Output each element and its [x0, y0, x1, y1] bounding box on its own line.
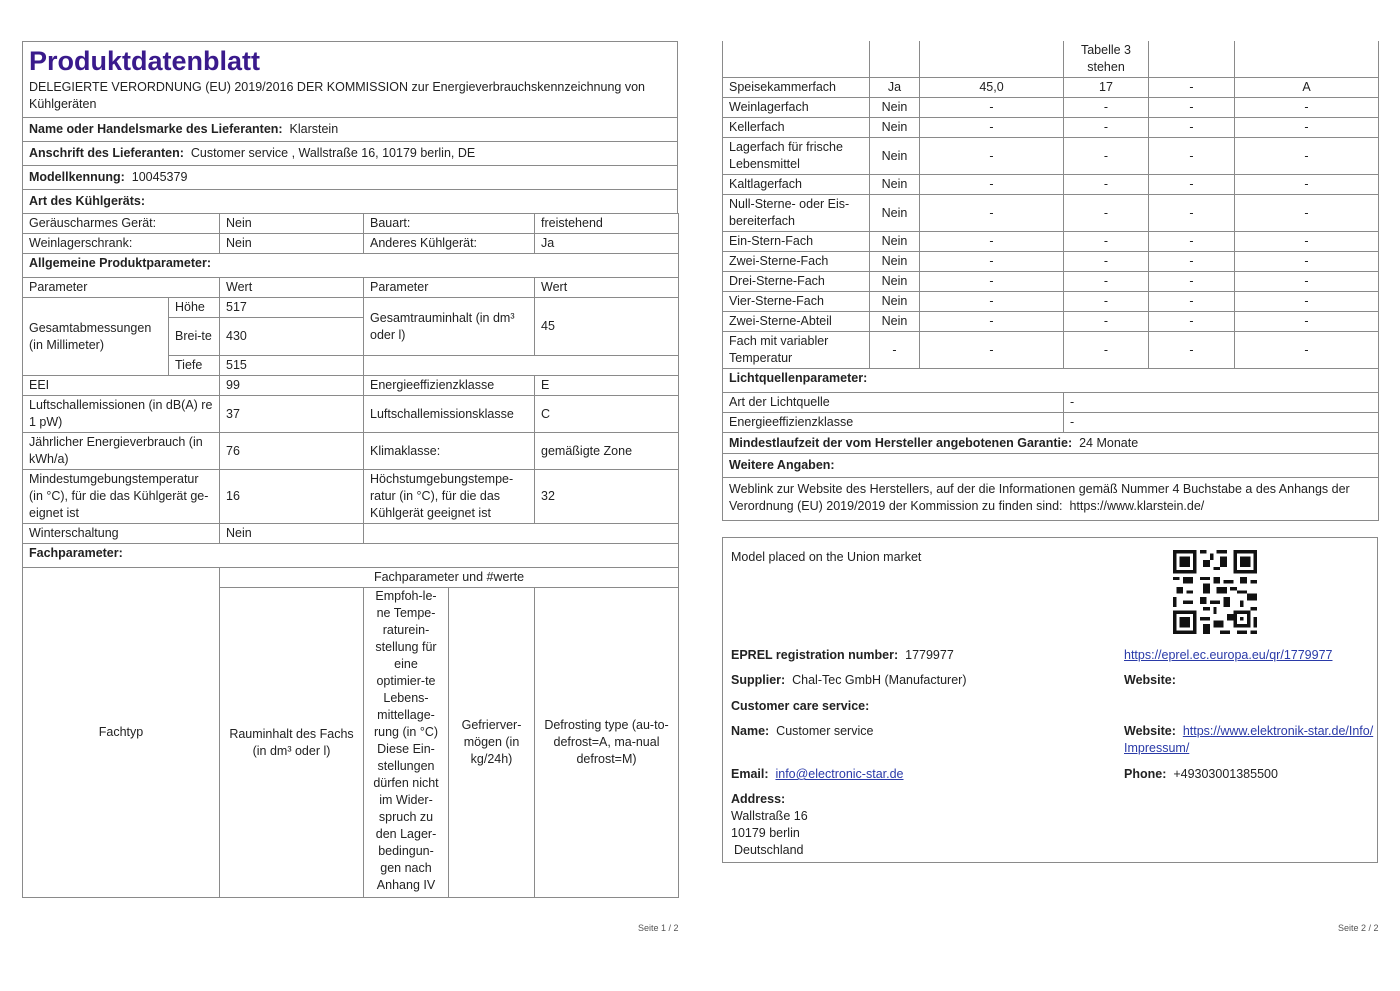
more-text: Weblink zur Website des Herstellers, auf der die Informationen gemäß Nummer 4 Buchstabe a des Anhangs der Verordnung (EU) 2019/2019 der Kommission zu finden sind: — [729, 482, 1350, 513]
eclass-label: Energieeffizienzklasse — [364, 376, 535, 396]
compartment-row — [723, 138, 1379, 175]
page-2 — [722, 41, 1378, 521]
dims-label: Gesamtabmessungen (in Millimeter) — [23, 298, 169, 376]
compartment-defrost: - — [1235, 118, 1379, 138]
noise-value: 37 — [220, 396, 364, 433]
compartment-present: Ja — [870, 78, 920, 98]
params-table — [22, 213, 679, 568]
page-number-2: Seite 2 / 2 — [1338, 923, 1379, 933]
low-noise-value: Nein — [220, 214, 364, 234]
eei-label: EEI — [23, 376, 220, 396]
compartment-temp: - — [1064, 118, 1149, 138]
climate-value: gemäßigte Zone — [535, 433, 679, 470]
compartment-volume: - — [920, 272, 1064, 292]
eprel-reg-value: 1779977 — [905, 648, 954, 662]
compartment-name: Ein-Stern-Fach — [723, 232, 870, 252]
temp-recommendation-header: Empfoh-le-ne Tempe-raturein-stellung für eine optimier-te Lebens-mittellage-rung (in °C) — [373, 589, 439, 739]
eprel-box — [722, 537, 1378, 863]
type-heading: Art des Kühlgeräts: — [23, 190, 678, 214]
compartment-name: Speisekammerfach — [723, 78, 870, 98]
regulation-subtitle: DELEGIERTE VERORDNUNG (EU) 2019/2016 DER KOMMISSION zur Energieverbrauchskennzeichnung von Kühlgeräten — [23, 78, 678, 118]
light-type-label: Art der Lichtquelle — [723, 393, 1064, 413]
compartment-defrost: - — [1235, 272, 1379, 292]
col-param-2: Parameter — [364, 278, 535, 298]
eprel-reg-label: EPREL registration number: — [731, 648, 899, 662]
col-value-2: Wert — [535, 278, 679, 298]
compartment-present: Nein — [870, 272, 920, 292]
compartment-present: Nein — [870, 292, 920, 312]
compartment-freeze: - — [1149, 272, 1235, 292]
design-value: freistehend — [535, 214, 679, 234]
care-email-label: Email: — [731, 767, 769, 781]
page-1 — [22, 41, 678, 898]
low-noise-label: Geräuscharmes Gerät: — [23, 214, 220, 234]
compartment-freeze: - — [1149, 175, 1235, 195]
compartment-freeze: - — [1149, 252, 1235, 272]
compartment-present: Nein — [870, 175, 920, 195]
more-heading: Weitere Angaben: — [723, 454, 1379, 478]
volume-label: Gesamtrauminhalt (in dm³ oder l) — [364, 298, 535, 356]
max-temp-label: Höchstumgebungstempe-ratur (in °C), für die das Kühlgerät geeignet ist — [364, 470, 535, 524]
care-email-link[interactable]: info@electronic-star.de — [775, 767, 904, 781]
compartment-heading: Fachparameter: — [23, 544, 679, 568]
compartment-row — [723, 332, 1379, 369]
compartment-defrost: - — [1235, 332, 1379, 369]
compartment-temp: - — [1064, 98, 1149, 118]
winter-value: Nein — [220, 524, 364, 544]
depth-value: 515 — [220, 356, 364, 376]
light-heading: Lichtquellenparameter: — [723, 369, 1379, 393]
compartment-present: Nein — [870, 232, 920, 252]
compartment-name: Fach mit variabler Temperatur — [723, 332, 870, 369]
compartment-defrost: - — [1235, 175, 1379, 195]
compartment-name: Kellerfach — [723, 118, 870, 138]
compartment-temp: - — [1064, 252, 1149, 272]
warranty-value: 24 Monate — [1079, 435, 1139, 450]
care-name-value: Customer service — [776, 724, 874, 738]
freeze-capacity-header: Gefrierver-mögen (in kg/24h) — [449, 588, 535, 898]
height-label: Höhe — [169, 298, 220, 318]
compartment-freeze: - — [1149, 232, 1235, 252]
noise-class-label: Luftschallemissionsklasse — [364, 396, 535, 433]
compartment-freeze: - — [1149, 138, 1235, 175]
address-value: Customer service , Wallstraße 16, 10179 berlin, DE — [190, 146, 476, 160]
compartment-freeze: - — [1149, 118, 1235, 138]
compartment-defrost: - — [1235, 138, 1379, 175]
fachtyp-header: Fachtyp — [23, 568, 220, 898]
compartment-volume: - — [920, 195, 1064, 232]
manufacturer-url[interactable]: https://www.klarstein.de/ — [1069, 499, 1205, 513]
compartment-defrost: - — [1235, 312, 1379, 332]
compartment-volume: - — [920, 138, 1064, 175]
compartment-temp: - — [1064, 312, 1149, 332]
supplier-value: Klarstein — [289, 122, 339, 136]
other-value: Ja — [535, 234, 679, 254]
page-title: Produktdatenblatt — [29, 46, 261, 76]
col-param: Parameter — [23, 278, 220, 298]
depth-label: Tiefe — [169, 356, 220, 376]
compartment-row — [723, 118, 1379, 138]
noise-class-value: C — [535, 396, 679, 433]
compartment-freeze: - — [1149, 98, 1235, 118]
light-class-label: Energieeffizienzklasse — [723, 413, 1064, 433]
noise-label: Luftschallemissionen (in dB(A) re 1 pW) — [23, 396, 220, 433]
customer-care-heading: Customer care service: — [731, 699, 870, 713]
compartment-present: Nein — [870, 98, 920, 118]
compartment-name: Lagerfach für frische Lebensmittel — [723, 138, 870, 175]
wine-label: Weinlagerschrank: — [23, 234, 220, 254]
width-value: 430 — [220, 318, 364, 356]
compartment-freeze: - — [1149, 332, 1235, 369]
compartment-defrost: - — [1235, 252, 1379, 272]
light-table — [722, 368, 1379, 521]
compartment-volume: - — [920, 292, 1064, 312]
design-label: Bauart: — [364, 214, 535, 234]
compartment-params-heading: Fachparameter und #werte — [220, 568, 679, 588]
page-number-1: Seite 1 / 2 — [638, 923, 679, 933]
compartment-name: Null-Sterne- oder Eis-bereiterfach — [723, 195, 870, 232]
compartment-temp: - — [1064, 232, 1149, 252]
max-temp-value: 32 — [535, 470, 679, 524]
compartment-present: Nein — [870, 195, 920, 232]
compartment-row — [723, 272, 1379, 292]
col-value: Wert — [220, 278, 364, 298]
compartment-name: Vier-Sterne-Fach — [723, 292, 870, 312]
compartment-name: Drei-Sterne-Fach — [723, 272, 870, 292]
compartment-temp: - — [1064, 175, 1149, 195]
energy-label: Jährlicher Energieverbrauch (in kWh/a) — [23, 433, 220, 470]
care-address-line-1: Wallstraße 16 — [731, 809, 808, 823]
compartment-row — [723, 292, 1379, 312]
general-heading: Allgemeine Produktparameter: — [23, 254, 679, 278]
eclass-value: E — [535, 376, 679, 396]
compartment-present: Nein — [870, 118, 920, 138]
supplier-label: Name oder Handelsmarke des Lieferanten: — [29, 122, 283, 136]
care-address-label: Address: — [731, 792, 786, 806]
eprel-supplier-label: Supplier: — [731, 673, 786, 687]
model-label: Modellkennung: — [29, 170, 125, 184]
compartment-temp: - — [1064, 292, 1149, 312]
compartment-volume: - — [920, 98, 1064, 118]
model-placed-text: Model placed on the Union market — [731, 550, 922, 564]
compartment-present: Nein — [870, 252, 920, 272]
warranty-label: Mindestlaufzeit der vom Hersteller angebotenen Garantie: — [729, 435, 1073, 450]
compartment-header-table — [22, 567, 679, 898]
care-phone-value: +49303001385500 — [1173, 767, 1278, 781]
care-address-line-3: Deutschland — [734, 843, 804, 857]
care-website-link[interactable]: https://www.elektronik-star.de/Info/Impressum/ — [1124, 724, 1374, 755]
compartment-defrost: A — [1235, 78, 1379, 98]
light-type-value: - — [1064, 393, 1379, 413]
compartment-temp: - — [1064, 138, 1149, 175]
light-class-value: - — [1064, 413, 1379, 433]
qr-code[interactable] — [1173, 550, 1257, 634]
climate-label: Klimaklasse: — [364, 433, 535, 470]
wine-value: Nein — [220, 234, 364, 254]
compartment-volume: - — [920, 252, 1064, 272]
compartment-volume: - — [920, 118, 1064, 138]
compartment-row — [723, 78, 1379, 98]
eei-value: 99 — [220, 376, 364, 396]
eprel-url-link[interactable]: https://eprel.ec.europa.eu/qr/1779977 — [1124, 648, 1333, 662]
eprel-supplier-value: Chal-Tec GmbH (Manufacturer) — [792, 673, 967, 687]
compartment-freeze: - — [1149, 312, 1235, 332]
care-phone-label: Phone: — [1124, 767, 1167, 781]
datasheet-header-table — [22, 41, 678, 214]
compartment-freeze: - — [1149, 195, 1235, 232]
care-website-label: Website: — [1124, 724, 1176, 738]
compartment-defrost: - — [1235, 98, 1379, 118]
compartment-name: Weinlagerfach — [723, 98, 870, 118]
height-value: 517 — [220, 298, 364, 318]
compartment-volume: - — [920, 232, 1064, 252]
other-label: Anderes Kühlgerät: — [364, 234, 535, 254]
compartment-row — [723, 195, 1379, 232]
width-label: Brei-te — [169, 318, 220, 356]
care-name-label: Name: — [731, 724, 770, 738]
compartment-row — [723, 252, 1379, 272]
compartment-row — [723, 312, 1379, 332]
compartment-row — [723, 232, 1379, 252]
compartment-temp: - — [1064, 195, 1149, 232]
compartment-name: Zwei-Sterne-Abteil — [723, 312, 870, 332]
compartment-defrost: - — [1235, 195, 1379, 232]
compartment-temp: - — [1064, 332, 1149, 369]
compartment-present: Nein — [870, 312, 920, 332]
model-value: 10045379 — [131, 170, 188, 184]
compartment-freeze: - — [1149, 78, 1235, 98]
compartment-row — [723, 175, 1379, 195]
compartment-present: Nein — [870, 138, 920, 175]
winter-label: Winterschaltung — [23, 524, 220, 544]
compartment-volume: 45,0 — [920, 78, 1064, 98]
compartment-volume: - — [920, 175, 1064, 195]
eprel-website-label: Website: — [1124, 673, 1176, 687]
temp-note: Diese Ein-stellungen dürfen nicht im Wider-spruch zu den Lager-bedingun-gen nach Anhang IV — [373, 742, 439, 892]
compartment-defrost: - — [1235, 292, 1379, 312]
compartment-volume: - — [920, 312, 1064, 332]
volume-header: Rauminhalt des Fachs (in dm³ oder l) — [220, 588, 364, 898]
care-address-line-2: 10179 berlin — [731, 826, 800, 840]
compartment-temp: - — [1064, 272, 1149, 292]
volume-value: 45 — [535, 298, 679, 356]
compartment-row — [723, 98, 1379, 118]
compartment-name: Kaltlagerfach — [723, 175, 870, 195]
compartment-defrost: - — [1235, 232, 1379, 252]
compartment-freeze: - — [1149, 292, 1235, 312]
energy-value: 76 — [220, 433, 364, 470]
compartment-name: Zwei-Sterne-Fach — [723, 252, 870, 272]
compartment-temp: 17 — [1064, 78, 1149, 98]
defrost-type-header: Defrosting type (au-to-defrost=A, ma-nual defrost=M) — [535, 588, 679, 898]
continuation-note: Tabelle 3 stehen — [1064, 41, 1149, 78]
compartment-present: - — [870, 332, 920, 369]
min-temp-label: Mindestumgebungstemperatur (in °C), für die das Kühlgerät ge-eignet ist — [23, 470, 220, 524]
min-temp-value: 16 — [220, 470, 364, 524]
compartment-volume: - — [920, 332, 1064, 369]
address-label: Anschrift des Lieferanten: — [29, 146, 184, 160]
compartment-values-table — [722, 41, 1379, 369]
